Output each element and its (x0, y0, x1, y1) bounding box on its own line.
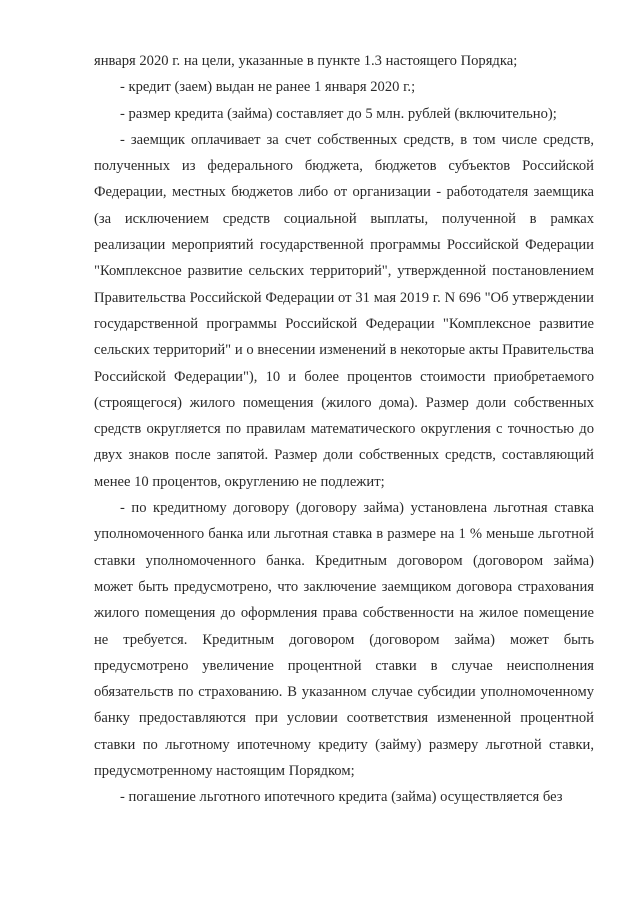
paragraph-repayment: - погашение льготного ипотечного кредита (займа) осуществляется без (120, 789, 563, 806)
paragraph-continuation: января 2020 г. на цели, указанные в пункте 1.3 настоящего Порядка; (94, 53, 518, 69)
paragraph-own-funds: - заемщик оплачивает за счет собственных средств, в том числе средств, полученных из федерального бюджета, бюджетов субъектов Российской Федерации, местных бюджетов либо от организации - работодателя заемщика (за исключением средств социальной выплаты, полученной в рамках реализации мероприятий государственной программы Российской Федерации "Комплексное развитие сельских территорий", утвержденной постановлением Правительства Российской Федерации от 31 мая 2019 г. N 696 "Об утверждении государственной программы Российской Федерации "Комплексное развитие сельских территорий" и о внесении изменений в некоторые акты Правительства Российской Федерации"), 10 и более процентов стоимости приобретаемого (строящегося) жилого помещения (жилого дома). Размер доли собственных средств округляется по правилам математического округления с точностью до двух знаков после запятой. Размер доли собственных средств, составляющий менее 10 процентов, округлению не подлежит; (94, 131, 594, 490)
paragraph-loan-issue-date: - кредит (заем) выдан не ранее 1 января 2020 г.; (120, 79, 416, 96)
document-body (94, 48, 594, 811)
paragraph-loan-amount: - размер кредита (займа) составляет до 5 млн. рублей (включительно); (120, 105, 557, 122)
paragraph-preferential-rate: - по кредитному договору (договору займа) установлена льготная ставка уполномоченного банка или льготная ставка в размере на 1 % меньше льготной ставки уполномоченного банка. Кредитным договором (договором займа) может быть предусмотрено, что заключение заемщиком договора страхования жилого помещения до оформления права собственности на жилое помещение не требуется. Кредитным договором (договором займа) может быть предусмотрено увеличение процентной ставки в случае неисполнения обязательств по страхованию. В указанном случае субсидии уполномоченному банку предоставляются при условии соответствия измененной процентной ставки по льготному ипотечному кредиту (займу) размеру льготной ставки, предусмотренному настоящим Порядком; (94, 500, 594, 780)
